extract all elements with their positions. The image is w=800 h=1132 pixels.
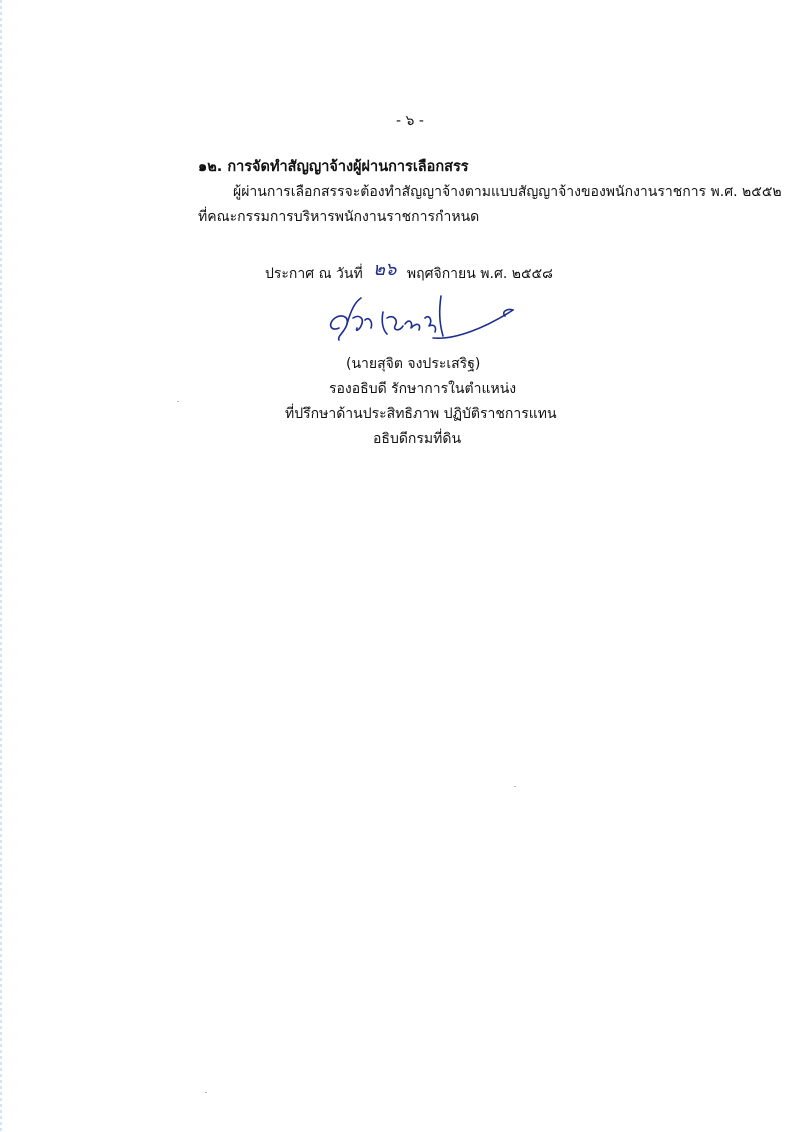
handwritten-day: ๒๖ xyxy=(373,259,397,280)
signer-title-line-2: ที่ปรึกษาด้านประสิทธิภาพ ปฏิบัติราชการแทน xyxy=(285,406,557,422)
signer-name: (นายสุจิต จงประเสริฐ) xyxy=(346,356,481,372)
scan-edge xyxy=(0,0,2,1132)
body-text-line-1: ผู้ผ่านการเลือกสรรจะต้องทำสัญญาจ้างตามแบบสัญญาจ้างของพนักงานราชการ พ.ศ. ๒๕๕๒ xyxy=(233,184,782,200)
signer-title-line-3: อธิบดีกรมที่ดิน xyxy=(373,431,462,447)
page-number: - ๖ - xyxy=(396,113,424,129)
scan-speck xyxy=(514,786,516,787)
announcement-date xyxy=(265,257,553,286)
handwritten-signature xyxy=(325,288,525,350)
announcement-prefix: ประกาศ ณ วันที่ xyxy=(265,266,363,282)
section-heading: ๑๒. การจัดทำสัญญาจ้างผู้ผ่านการเลือกสรร xyxy=(198,159,469,175)
body-text-line-2: ที่คณะกรรมการบริหารพนักงานราชการกำหนด xyxy=(198,209,480,225)
signer-title-line-1: รองอธิบดี รักษาการในตำแหน่ง xyxy=(329,381,517,397)
scan-speck xyxy=(177,401,179,402)
scan-speck xyxy=(205,1092,207,1093)
announcement-suffix: พฤศจิกายน พ.ศ. ๒๕๕๘ xyxy=(406,266,553,282)
